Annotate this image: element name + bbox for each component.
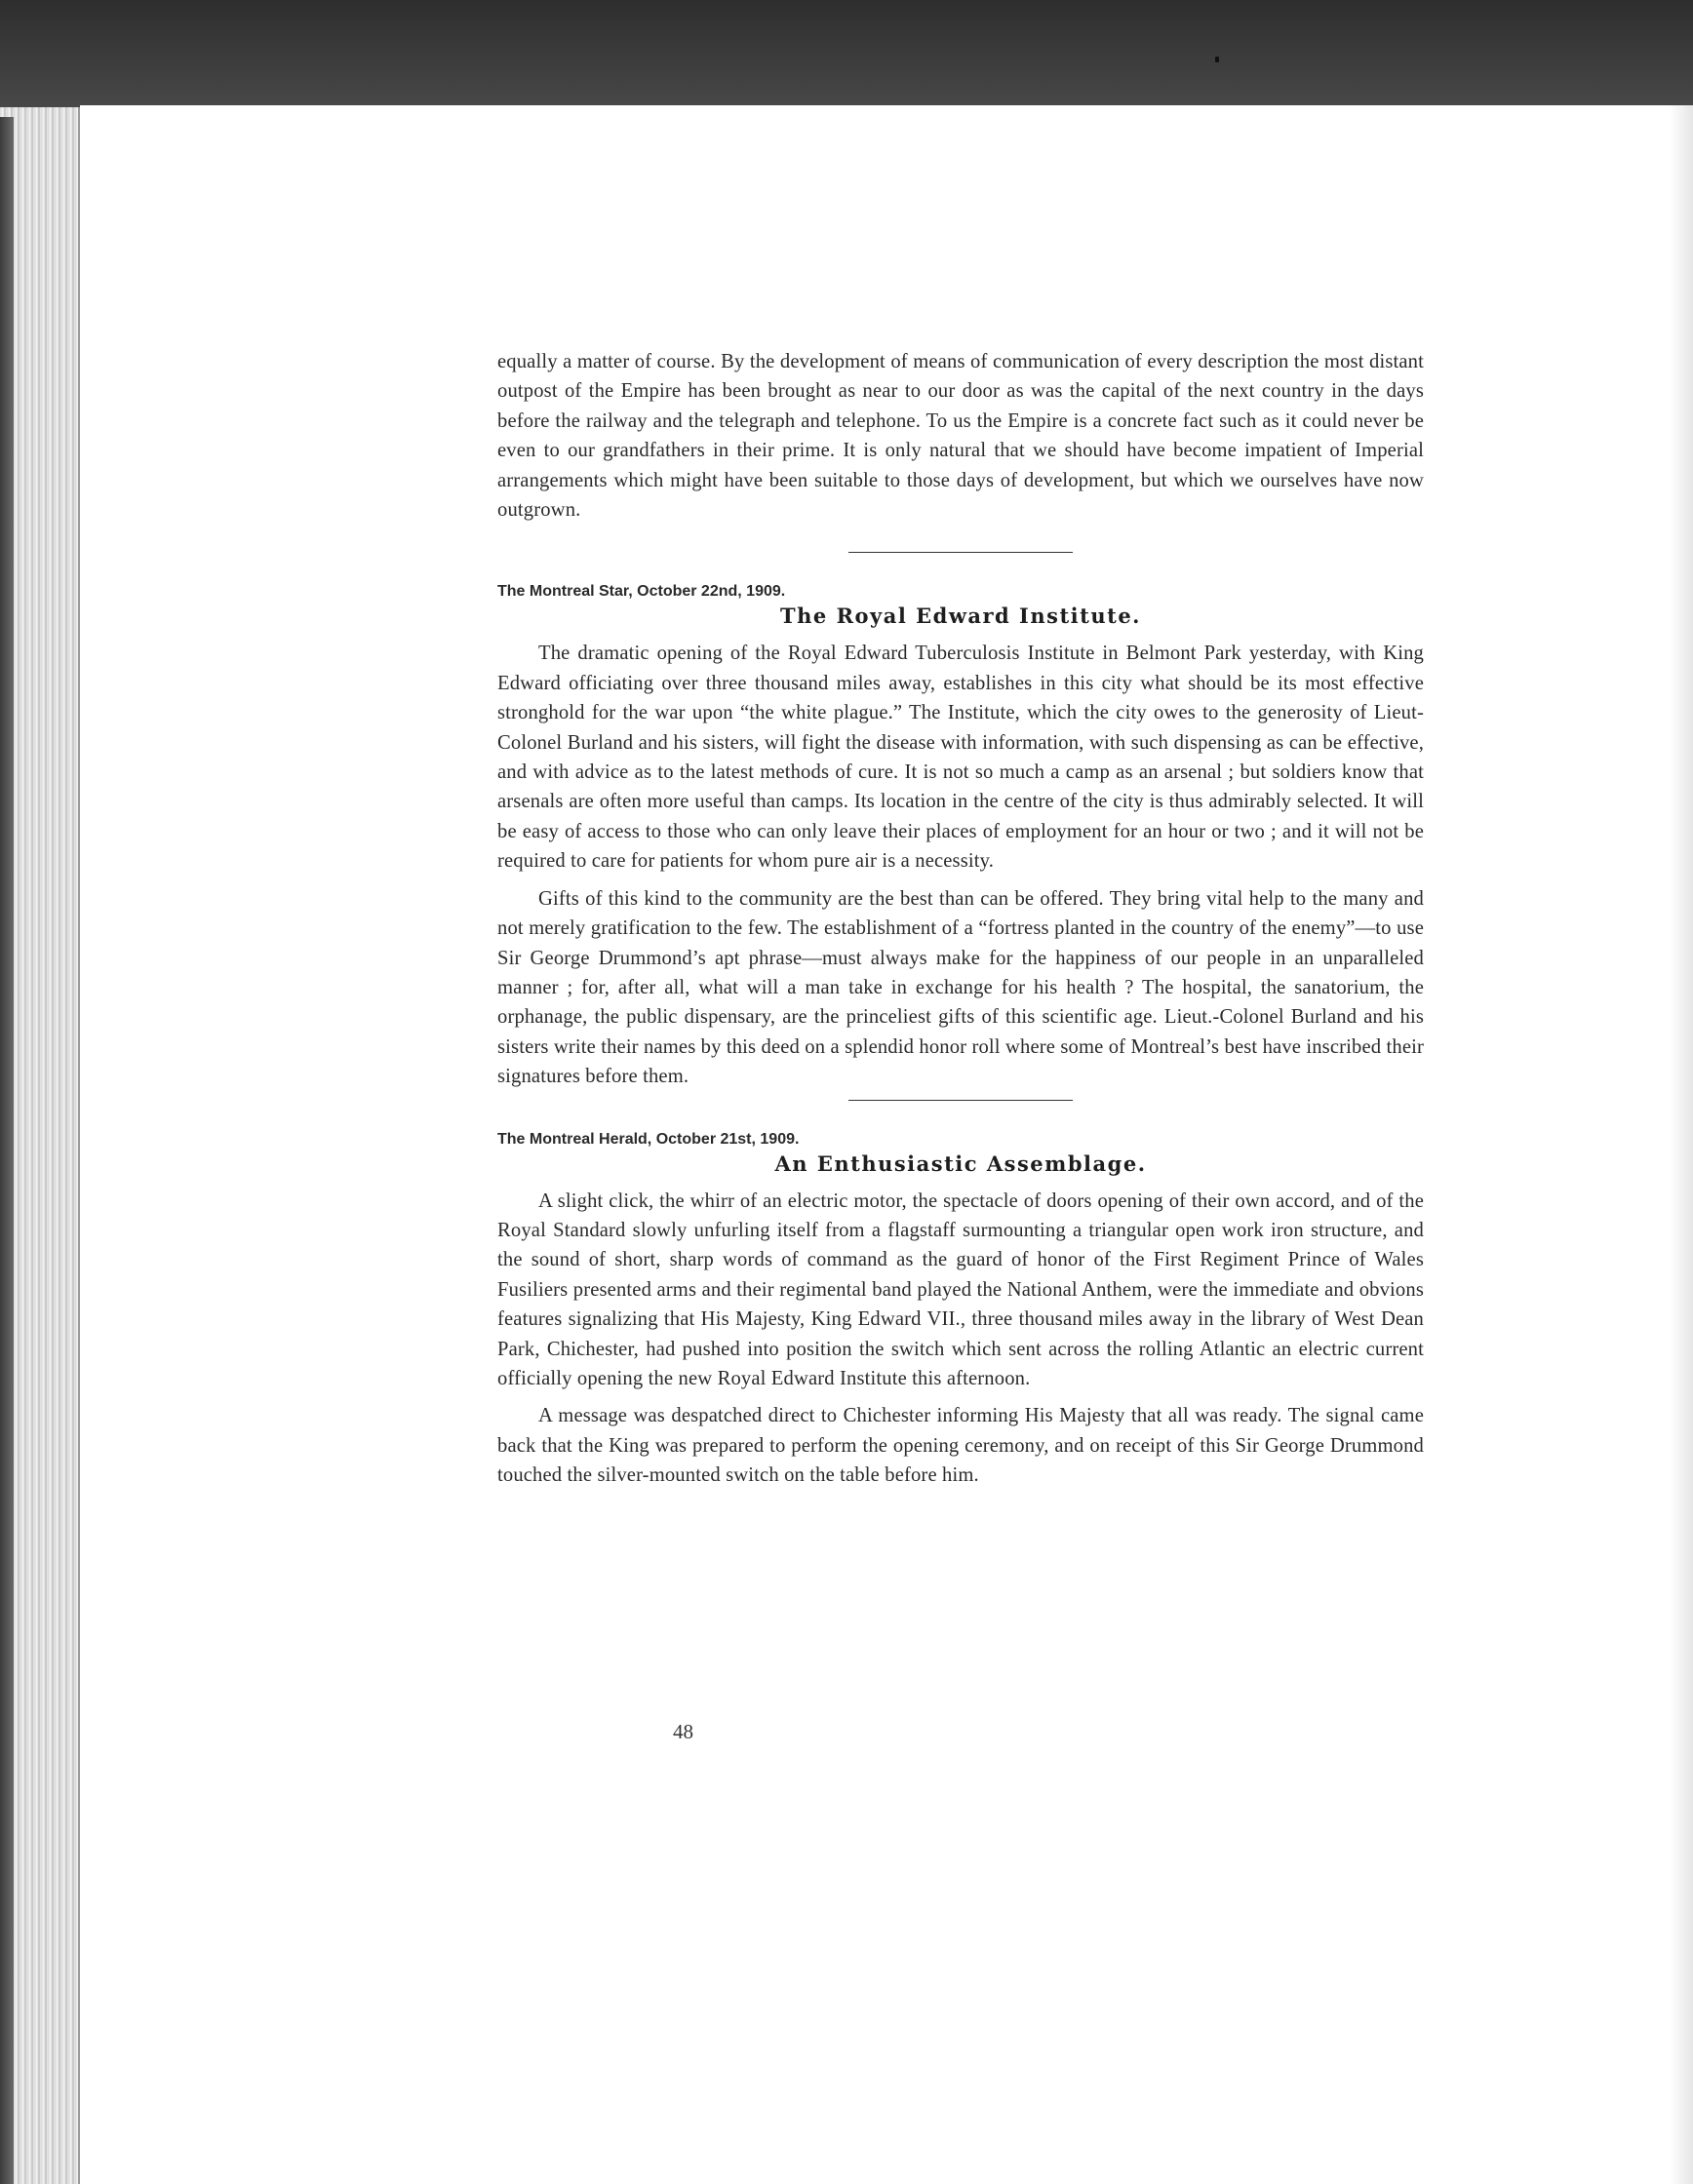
article2-title: The Royal Edward Institute.	[780, 604, 1141, 629]
book-cover-edge	[0, 117, 14, 2184]
section-divider	[848, 552, 1073, 553]
scan-background-top	[0, 0, 1693, 117]
article-royal-edward-institute	[497, 582, 1424, 1091]
article3-paragraph-2: A message was despatched direct to Chichester informing His Majesty that all was ready. The signal came back that the King was prepared to perform the opening ceremony, and on receipt of this Sir George Drummond touched the silver-mounted switch on the table before him.	[497, 1405, 1424, 1487]
section-divider	[848, 1100, 1073, 1101]
article3-paragraph-1: A slight click, the whirr of an electric motor, the spectacle of doors opening of their own accord, and of the Royal Standard slowly unfurling itself from a flagstaff surmounting a triangular open work iron structure, and the sound of short, sharp words of command as the guard of honor of the First Regiment Prince of Wales Fusiliers presented arms and their regimental band played the National Anthem, were the immediate and obvions features signalizing that His Majesty, King Edward VII., three thousand miles away in the library of West Dean Park, Chichester, had pushed into position the switch which sent across the rolling Atlantic an electric current officially opening the new Royal Edward Institute this afternoon.	[497, 1190, 1424, 1389]
article-enthusiastic-assemblage	[497, 1130, 1424, 1491]
page-content	[497, 347, 1424, 1491]
page-gutter-shadow	[1670, 105, 1693, 2184]
article2-source: The Montreal Star, October 22nd, 1909.	[497, 583, 786, 601]
page-number: 48	[673, 1720, 693, 1743]
article2-paragraph-1: The dramatic opening of the Royal Edward Tuberculosis Institute in Belmont Park yesterday, with King Edward officiating over three thousand miles away, establishes in this city what should be its most effective stronghold for the war upon “the white plague.” The Institute, which the city owes to the generosity of Lieut-Colonel Burland and his sisters, will fight the disease with information, with such dispensing as can be effective, and with advice as to the latest methods of cure. It is not so much a camp as an arsenal ; but soldiers know that arsenals are often more useful than camps. Its location in the centre of the city is thus admirably selected. It will be easy of access to those who can only leave their places of employment for an hour or two ; and it will not be required to care for patients for whom pure air is a necessity.	[497, 643, 1424, 873]
article3-title: An Enthusiastic Assemblage.	[774, 1150, 1147, 1176]
scan-speck	[1215, 57, 1219, 62]
article3-source: The Montreal Herald, October 21st, 1909.	[497, 1130, 800, 1148]
article2-paragraph-2: Gifts of this kind to the community are the best than can be offered. They bring vital help to the many and not merely gratification to the few. The establishment of a “fortress planted in the country of the enemy”—to use Sir George Drummond’s apt phrase—must always make for the happiness of our people in an unparalleled manner ; for, after all, what will a man take in exchange for his health ? The hospital, the sanatorium, the orphanage, the public dispensary, are the princeliest gifts of this scientific age. Lieut.-Colonel Burland and his sisters write their names by this deed on a splendid honor roll where some of Montreal’s best have inscribed their signatures before them.	[497, 887, 1424, 1088]
article1-continuation-paragraph: equally a matter of course. By the development of means of communication of every description the most distant outpost of the Empire has been brought as near to our door as was the capital of the next country in the days before the railway and the telegraph and telephone. To us the Empire is a concrete fact such as it could never be even to our grandfathers in their prime. It is only natural that we should have become impatient of Imperial arrangements which might have been suitable to those days of development, but which we ourselves have now outgrown.	[497, 351, 1424, 522]
